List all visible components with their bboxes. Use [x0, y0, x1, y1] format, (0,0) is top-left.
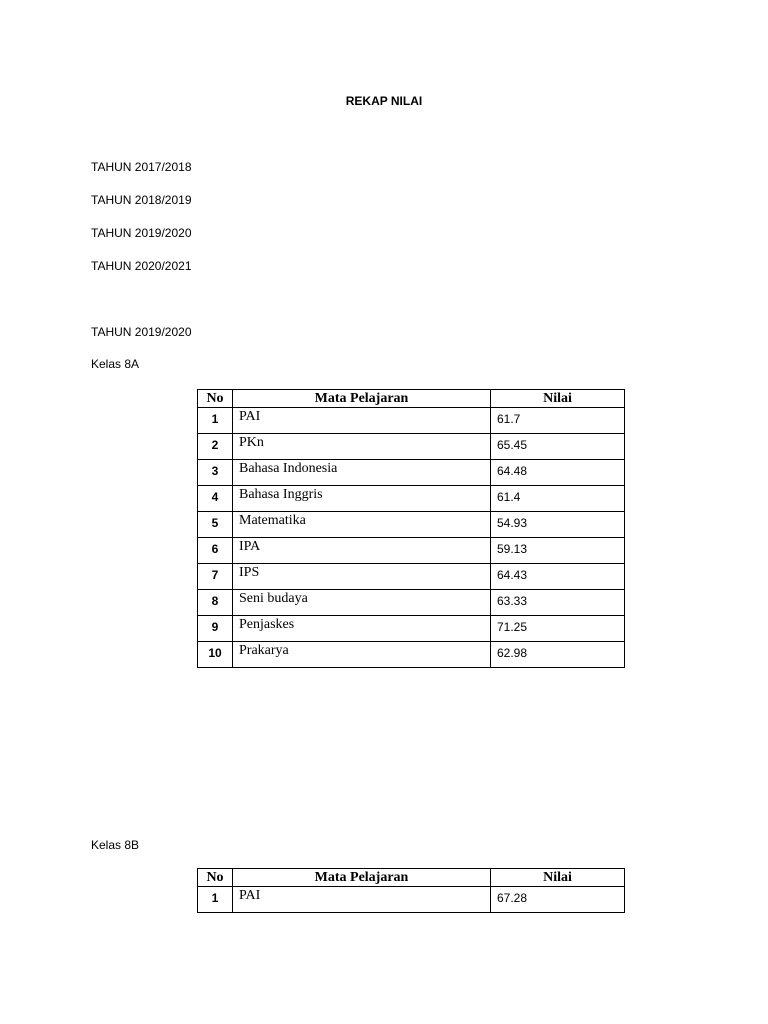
row-score: 64.48: [491, 460, 625, 486]
grades-table-8b: [197, 868, 625, 913]
row-no: 1: [198, 887, 233, 913]
table-row: [198, 486, 625, 512]
table-row: [198, 408, 625, 434]
row-no: 1: [198, 408, 233, 434]
row-score: 59.13: [491, 538, 625, 564]
grades-table-8a: [197, 389, 625, 668]
row-subject: Matematika: [233, 512, 491, 538]
row-score: 64.43: [491, 564, 625, 590]
header-subject: Mata Pelajaran: [233, 869, 491, 887]
row-subject: PAI: [233, 887, 491, 913]
header-no: No: [198, 390, 233, 408]
row-subject: PKn: [233, 434, 491, 460]
table-row: [198, 434, 625, 460]
row-score: 62.98: [491, 642, 625, 668]
header-no: No: [198, 869, 233, 887]
header-score: Nilai: [491, 390, 625, 408]
row-no: 9: [198, 616, 233, 642]
row-no: 6: [198, 538, 233, 564]
table-row: [198, 616, 625, 642]
header-subject: Mata Pelajaran: [233, 390, 491, 408]
row-score: 61.4: [491, 486, 625, 512]
document-title: REKAP NILAI: [345, 94, 423, 108]
row-no: 4: [198, 486, 233, 512]
year-line-2: TAHUN 2018/2019: [91, 193, 192, 207]
row-score: 65.45: [491, 434, 625, 460]
row-subject: Seni budaya: [233, 590, 491, 616]
row-score: 54.93: [491, 512, 625, 538]
table-row: [198, 538, 625, 564]
table-row: [198, 642, 625, 668]
class-8a-label: Kelas 8A: [91, 357, 140, 371]
row-no: 3: [198, 460, 233, 486]
row-no: 5: [198, 512, 233, 538]
row-score: 71.25: [491, 616, 625, 642]
row-subject: Bahasa Inggris: [233, 486, 491, 512]
section-year: TAHUN 2019/2020: [91, 325, 192, 339]
class-8b-label: Kelas 8B: [91, 838, 140, 852]
row-score: 63.33: [491, 590, 625, 616]
row-no: 2: [198, 434, 233, 460]
row-subject: IPA: [233, 538, 491, 564]
row-subject: Penjaskes: [233, 616, 491, 642]
row-score: 61.7: [491, 408, 625, 434]
year-line-3: TAHUN 2019/2020: [91, 226, 192, 240]
row-subject: Prakarya: [233, 642, 491, 668]
table-header-row: [198, 390, 625, 408]
year-line-4: TAHUN 2020/2021: [91, 259, 192, 273]
table-row: [198, 887, 625, 913]
year-line-1: TAHUN 2017/2018: [91, 160, 192, 174]
row-subject: IPS: [233, 564, 491, 590]
table-row: [198, 590, 625, 616]
row-no: 8: [198, 590, 233, 616]
row-score: 67.28: [491, 887, 625, 913]
row-subject: PAI: [233, 408, 491, 434]
table-row: [198, 460, 625, 486]
table-row: [198, 564, 625, 590]
row-subject: Bahasa Indonesia: [233, 460, 491, 486]
header-score: Nilai: [491, 869, 625, 887]
table-row: [198, 512, 625, 538]
row-no: 7: [198, 564, 233, 590]
row-no: 10: [198, 642, 233, 668]
table-header-row: [198, 869, 625, 887]
